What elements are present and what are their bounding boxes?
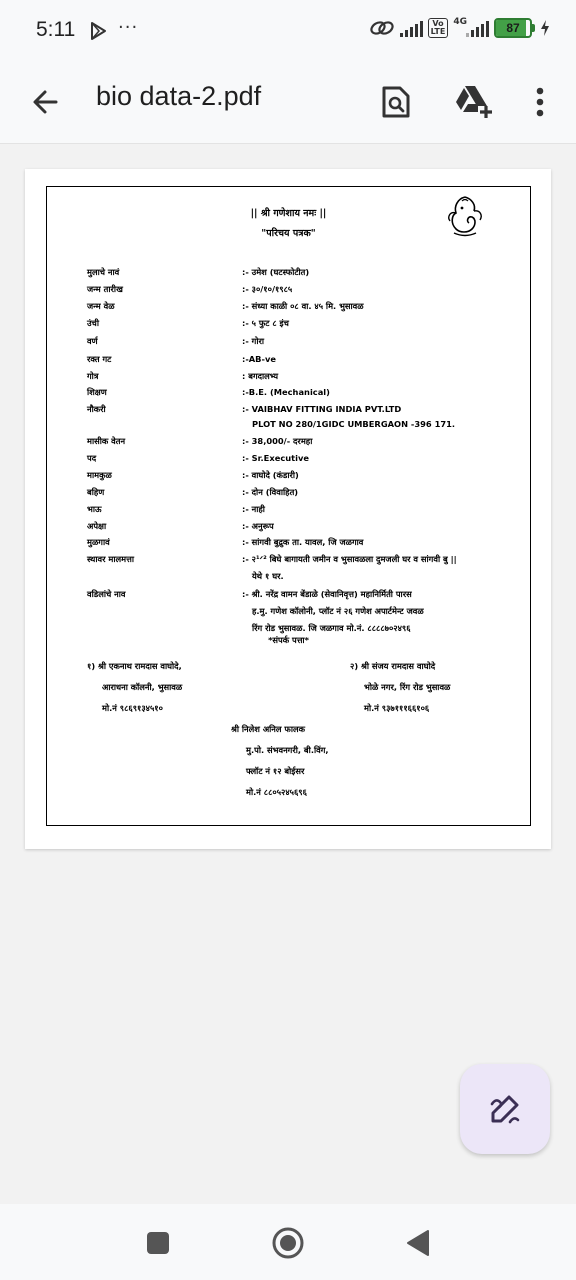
search-in-document-button[interactable]	[374, 80, 418, 124]
field-row	[87, 436, 522, 452]
field-value: : बगदालभ्य	[242, 371, 279, 381]
field-label: वर्ण	[87, 336, 98, 346]
field-row	[87, 571, 522, 587]
field-value: :- वाघोदे (कंडारी)	[242, 470, 299, 480]
field-value: :- संध्या काळी ०८ वा. ४५ मि. भुसावळ	[242, 301, 364, 311]
field-value: :- नाही	[242, 504, 265, 514]
contact-bottom-line: मो.नं ८८०५२४५६९६	[246, 787, 307, 797]
field-row	[87, 336, 522, 352]
field-label: मुलाचे नावं	[87, 267, 120, 277]
field-row	[87, 487, 522, 503]
pdf-page[interactable]	[25, 169, 551, 849]
annotate-fab[interactable]	[460, 1064, 550, 1154]
field-row	[87, 554, 522, 570]
system-nav-bar	[0, 1204, 576, 1280]
field-row	[87, 354, 522, 370]
field-label: मामकुळ	[87, 470, 112, 480]
field-label: वडिलांचे नाव	[87, 589, 126, 599]
field-label: मासीक वेतन	[87, 436, 126, 446]
field-row	[87, 419, 522, 435]
contact-left-line: १) श्री एकनाथ रामदास वाघोदे,	[87, 661, 182, 671]
back-nav-button[interactable]	[401, 1226, 435, 1260]
field-label: शिक्षण	[87, 387, 107, 397]
field-value: येथे १ घर.	[252, 571, 284, 581]
recents-square-icon	[146, 1231, 170, 1255]
contact-left-line: आराधना कॉलनी, भुसावळ	[102, 682, 183, 692]
document-border	[46, 186, 531, 826]
field-label: रक्त गट	[87, 354, 112, 364]
field-label: जन्म तारीख	[87, 284, 123, 294]
field-row	[87, 404, 522, 420]
charging-icon	[540, 19, 550, 37]
contact-bottom-line: श्री निलेश अनिल फालक	[231, 724, 305, 734]
contact-heading: *संपर्क पत्ता*	[268, 635, 309, 645]
contact-bottom-line: फ्लॉट नं १२ बोईसर	[246, 766, 305, 776]
field-value: :- सांगवी बुद्रुक ता. यावल, जि जळगाव	[242, 537, 364, 547]
field-label: बहिण	[87, 487, 105, 497]
ganesha-logo	[442, 193, 488, 239]
contact-right-line: भोळे नगर, रिंग रोड भुसावळ	[364, 682, 451, 692]
play-store-icon	[88, 21, 108, 41]
field-value: :- Sr.Executive	[242, 453, 310, 463]
contact-right-line: २) श्री संजय रामदास वाघोदे	[350, 661, 436, 671]
app-bar	[0, 62, 576, 144]
field-row	[87, 470, 522, 486]
field-row	[87, 267, 522, 283]
contact-left-line: मो.नं ९८६९१३४५१०	[102, 703, 163, 713]
status-bar	[0, 0, 576, 62]
field-label: जन्म वेळ	[87, 301, 115, 311]
field-row	[87, 387, 522, 403]
field-label: पद	[87, 453, 97, 463]
field-row	[87, 537, 522, 553]
search-document-icon	[381, 85, 411, 119]
field-row	[87, 371, 522, 387]
volte-icon: Vo LTE	[428, 18, 449, 38]
battery-percent: 87	[506, 21, 520, 35]
field-value: :- अनुरूप	[242, 521, 274, 531]
signal-2-icon	[466, 19, 489, 37]
back-triangle-icon	[404, 1229, 432, 1257]
battery-icon	[494, 18, 535, 38]
edit-annotate-icon	[488, 1092, 522, 1126]
document-title: bio data-2.pdf	[96, 81, 262, 111]
field-label: स्थावर मालमत्ता	[87, 554, 134, 564]
field-row	[87, 453, 522, 469]
field-value: :- 38,000/- दरमहा	[242, 436, 313, 446]
field-row	[87, 301, 522, 317]
back-arrow-icon	[26, 82, 66, 122]
field-value: :- उमेश (घटस्फोटीत)	[242, 267, 310, 277]
home-circle-icon	[271, 1226, 305, 1260]
add-to-drive-icon	[454, 84, 494, 120]
field-value: :-AB-ve	[242, 354, 276, 364]
more-notifications-icon: ···	[118, 17, 139, 38]
more-vert-icon	[535, 86, 545, 118]
field-label: गोत्र	[87, 371, 99, 381]
field-label: अपेक्षा	[87, 521, 107, 531]
contact-bottom-line: मु.पो. संभवनगरी, बी.विंग,	[246, 745, 329, 755]
field-label: भाऊ	[87, 504, 102, 514]
field-row	[87, 589, 522, 605]
field-value: :- २¹ᐟ² बिघे बागायती जमीन व भुसावळला दुमजली घर व सांगवी बु ||	[242, 554, 457, 564]
home-button[interactable]	[271, 1226, 305, 1260]
field-label: मुळगावं	[87, 537, 110, 547]
field-value: रिंग रोड भुसावळ. जि जळगाव मो.नं. ८८८८७०२४९६	[252, 623, 411, 633]
add-to-drive-button[interactable]	[452, 80, 496, 124]
field-value: :-B.E. (Mechanical)	[242, 387, 330, 397]
link-icon	[369, 19, 395, 37]
field-value: :- श्री. नरेंद्र वामन बेंडाळे (सेवानिवृत्त) महानिर्मिती पारस	[242, 589, 412, 599]
field-label: नौकरी	[87, 404, 106, 414]
field-row	[87, 504, 522, 520]
document-heading: "परिचय पत्रक"	[261, 228, 316, 239]
back-button[interactable]	[26, 82, 66, 122]
field-row	[87, 521, 522, 537]
contact-right-line: मो.नं ९३७१११६६१०६	[364, 703, 430, 713]
network-type-label: 4G	[453, 17, 467, 27]
field-value: :- गोरा	[242, 336, 265, 346]
field-value: :- VAIBHAV FITTING INDIA PVT.LTD	[242, 404, 402, 414]
field-value: :- ५ फुट ८ इंच	[242, 318, 289, 328]
field-row	[87, 318, 522, 334]
field-value: ह.मु. गणेश कॉलोनी, प्लॉट नं २६ गणेश अपार्टमेन्ट जवळ	[252, 606, 424, 616]
recents-button[interactable]	[141, 1226, 175, 1260]
biodata-document	[47, 187, 530, 825]
field-row	[87, 284, 522, 300]
field-label: उंची	[87, 318, 99, 328]
signal-1-icon	[400, 19, 423, 37]
more-options-button[interactable]	[518, 80, 562, 124]
field-value: :- दोन (विवाहित)	[242, 487, 299, 497]
field-row	[87, 606, 522, 622]
invocation-line: || श्री गणेशाय नमः ||	[250, 208, 327, 219]
clock: 5:11	[36, 18, 76, 41]
field-value: PLOT NO 280/1GIDC UMBERGAON -396 171.	[252, 419, 456, 429]
field-value: :- ३०/१०/१९८५	[242, 284, 293, 294]
